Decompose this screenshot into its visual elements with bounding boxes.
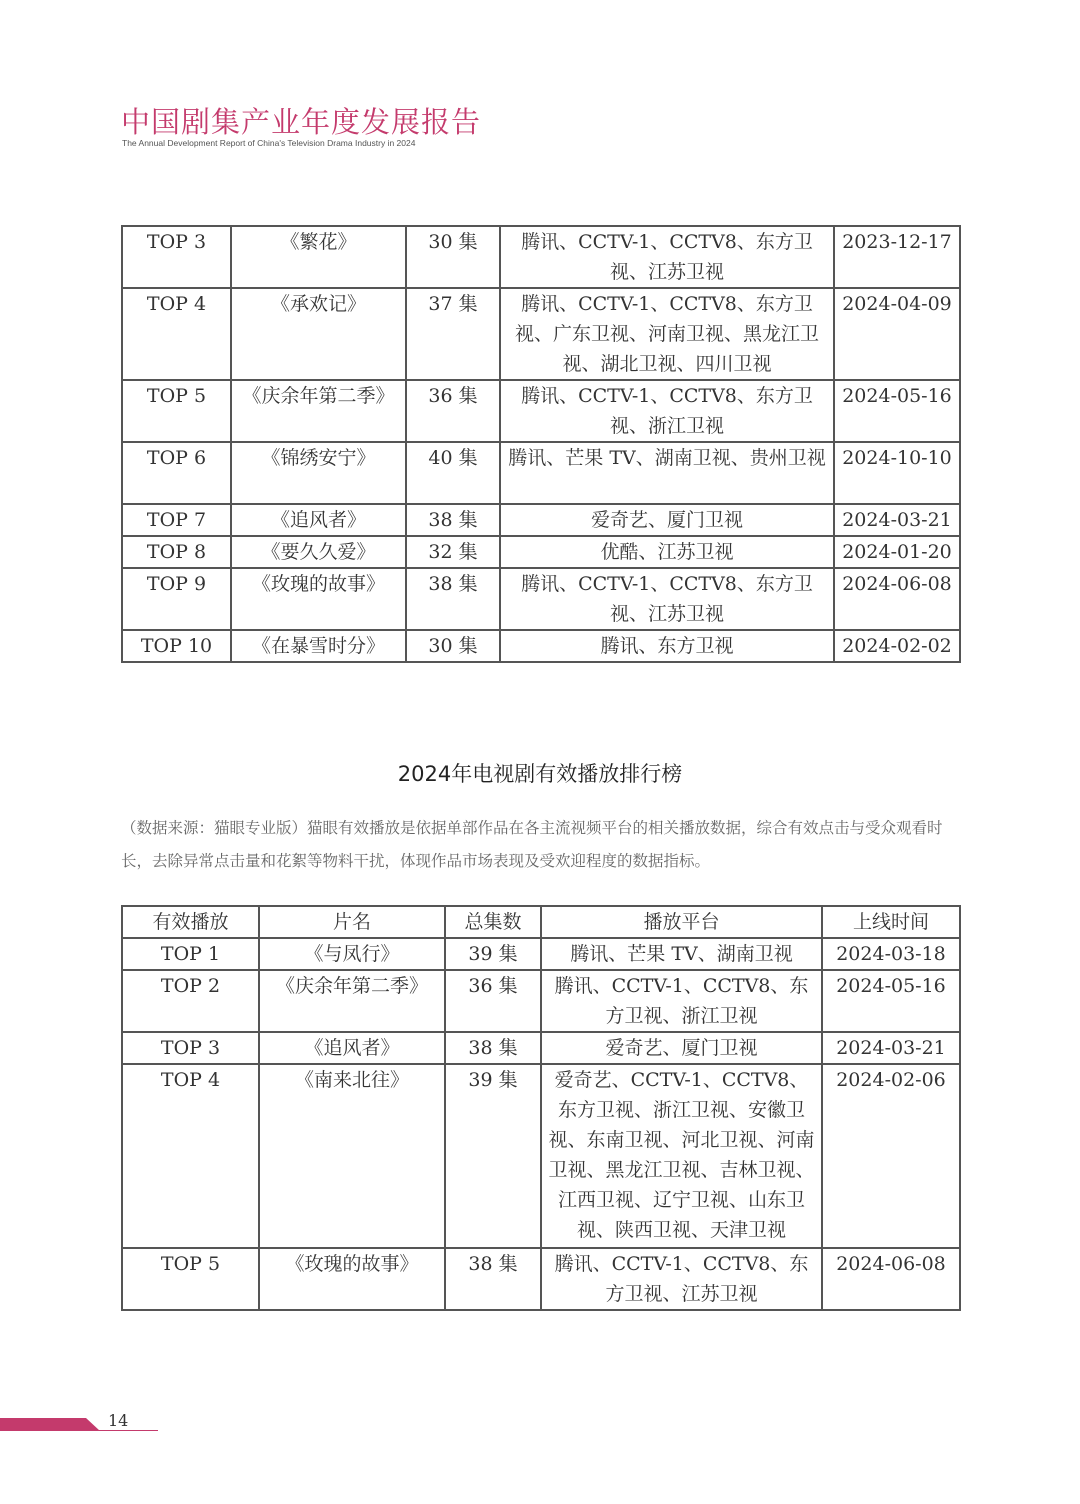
platform-cell: 腾讯、CCTV-1、CCTV8、东方卫视、江苏卫视 bbox=[541, 1248, 822, 1310]
date-cell: 2024-05-16 bbox=[822, 970, 960, 1032]
title-cell: 《在暴雪时分》 bbox=[231, 630, 406, 662]
title-cell: 《追风者》 bbox=[259, 1032, 445, 1064]
rank-cell: TOP 3 bbox=[122, 226, 231, 288]
table-row bbox=[122, 1032, 960, 1064]
platform-cell: 腾讯、东方卫视 bbox=[500, 630, 834, 662]
column-header-rank: 有效播放 bbox=[122, 906, 259, 938]
title-cell: 《锦绣安宁》 bbox=[231, 442, 406, 504]
title-cell: 《庆余年第二季》 bbox=[259, 970, 445, 1032]
table-row bbox=[122, 442, 960, 504]
episodes-cell: 36 集 bbox=[406, 380, 500, 442]
title-cell: 《庆余年第二季》 bbox=[231, 380, 406, 442]
rank-cell: TOP 9 bbox=[122, 568, 231, 630]
episodes-cell: 39 集 bbox=[445, 1064, 541, 1248]
page-rule bbox=[0, 1430, 158, 1431]
episodes-cell: 36 集 bbox=[445, 970, 541, 1032]
title-cell: 《追风者》 bbox=[231, 504, 406, 536]
section-title: 2024年电视剧有效播放排行榜 bbox=[397, 762, 683, 786]
date-cell: 2024-05-16 bbox=[834, 380, 960, 442]
rank-cell: TOP 1 bbox=[122, 938, 259, 970]
title-cell: 《南来北往》 bbox=[259, 1064, 445, 1248]
date-cell: 2024-03-18 bbox=[822, 938, 960, 970]
date-cell: 2024-10-10 bbox=[834, 442, 960, 504]
episodes-cell: 38 集 bbox=[406, 568, 500, 630]
title-cell: 《繁花》 bbox=[231, 226, 406, 288]
table-row bbox=[122, 1248, 960, 1310]
title-cell: 《与凤行》 bbox=[259, 938, 445, 970]
episodes-cell: 39 集 bbox=[445, 938, 541, 970]
column-header-title: 片名 bbox=[259, 906, 445, 938]
title-cell: 《玫瑰的故事》 bbox=[231, 568, 406, 630]
table-row bbox=[122, 1064, 960, 1248]
table-header-row bbox=[122, 906, 960, 938]
column-header-date: 上线时间 bbox=[822, 906, 960, 938]
platform-cell: 腾讯、CCTV-1、CCTV8、东方卫视、江苏卫视 bbox=[500, 226, 834, 288]
rank-cell: TOP 10 bbox=[122, 630, 231, 662]
platform-cell: 爱奇艺、厦门卫视 bbox=[541, 1032, 822, 1064]
date-cell: 2024-03-21 bbox=[822, 1032, 960, 1064]
episodes-cell: 32 集 bbox=[406, 536, 500, 568]
table-row bbox=[122, 380, 960, 442]
date-cell: 2024-06-08 bbox=[822, 1248, 960, 1310]
episodes-cell: 38 集 bbox=[445, 1032, 541, 1064]
rank-cell: TOP 2 bbox=[122, 970, 259, 1032]
date-cell: 2024-03-21 bbox=[834, 504, 960, 536]
platform-cell: 腾讯、CCTV-1、CCTV8、东方卫视、广东卫视、河南卫视、黑龙江卫视、湖北卫视、四川卫视 bbox=[500, 288, 834, 380]
episodes-cell: 30 集 bbox=[406, 226, 500, 288]
episodes-cell: 30 集 bbox=[406, 630, 500, 662]
title-cell: 《承欢记》 bbox=[231, 288, 406, 380]
platform-cell: 爱奇艺、厦门卫视 bbox=[500, 504, 834, 536]
table-row bbox=[122, 938, 960, 970]
date-cell: 2024-02-06 bbox=[822, 1064, 960, 1248]
rank-cell: TOP 4 bbox=[122, 288, 231, 380]
date-cell: 2023-12-17 bbox=[834, 226, 960, 288]
table-row bbox=[122, 226, 960, 288]
platform-cell: 腾讯、芒果 TV、湖南卫视 bbox=[541, 938, 822, 970]
platform-cell: 腾讯、CCTV-1、CCTV8、东方卫视、江苏卫视 bbox=[500, 568, 834, 630]
table-row bbox=[122, 536, 960, 568]
title-cell: 《要久久爱》 bbox=[231, 536, 406, 568]
rank-cell: TOP 6 bbox=[122, 442, 231, 504]
episodes-cell: 38 集 bbox=[445, 1248, 541, 1310]
platform-cell: 腾讯、CCTV-1、CCTV8、东方卫视、浙江卫视 bbox=[541, 970, 822, 1032]
platform-cell: 优酷、江苏卫视 bbox=[500, 536, 834, 568]
rank-cell: TOP 8 bbox=[122, 536, 231, 568]
rank-cell: TOP 3 bbox=[122, 1032, 259, 1064]
table-row bbox=[122, 568, 960, 630]
platform-cell: 腾讯、芒果 TV、湖南卫视、贵州卫视 bbox=[500, 442, 834, 504]
rank-cell: TOP 7 bbox=[122, 504, 231, 536]
table-row bbox=[122, 504, 960, 536]
page-number: 14 bbox=[108, 1411, 129, 1430]
ranking-table-continued bbox=[121, 225, 961, 663]
platform-cell: 爱奇艺、CCTV-1、CCTV8、东方卫视、浙江卫视、安徽卫视、东南卫视、河北卫视、河南卫视、黑龙江卫视、吉林卫视、江西卫视、辽宁卫视、山东卫视、陕西卫视、天津卫视 bbox=[541, 1064, 822, 1248]
table-row bbox=[122, 288, 960, 380]
rank-cell: TOP 4 bbox=[122, 1064, 259, 1248]
column-header-platform: 播放平台 bbox=[541, 906, 822, 938]
effective-play-ranking-table bbox=[121, 905, 961, 1311]
title-cell: 《玫瑰的故事》 bbox=[259, 1248, 445, 1310]
table-row bbox=[122, 970, 960, 1032]
date-cell: 2024-06-08 bbox=[834, 568, 960, 630]
rank-cell: TOP 5 bbox=[122, 1248, 259, 1310]
rank-cell: TOP 5 bbox=[122, 380, 231, 442]
column-header-episodes: 总集数 bbox=[445, 906, 541, 938]
date-cell: 2024-02-02 bbox=[834, 630, 960, 662]
report-title: 中国剧集产业年度发展报告 bbox=[121, 105, 482, 139]
date-cell: 2024-04-09 bbox=[834, 288, 960, 380]
data-source-note: （数据来源：猫眼专业版）猫眼有效播放是依据单部作品在各主流视频平台的相关播放数据，综合有效点击与受众观看时长，去除异常点击量和花絮等物料干扰，体现作品市场表现及受欢迎程度的数据指标。 bbox=[121, 819, 943, 870]
episodes-cell: 38 集 bbox=[406, 504, 500, 536]
episodes-cell: 37 集 bbox=[406, 288, 500, 380]
platform-cell: 腾讯、CCTV-1、CCTV8、东方卫视、浙江卫视 bbox=[500, 380, 834, 442]
episodes-cell: 40 集 bbox=[406, 442, 500, 504]
table-row bbox=[122, 630, 960, 662]
report-subtitle: The Annual Development Report of China's Television Drama Industry in 2024 bbox=[122, 138, 416, 148]
date-cell: 2024-01-20 bbox=[834, 536, 960, 568]
